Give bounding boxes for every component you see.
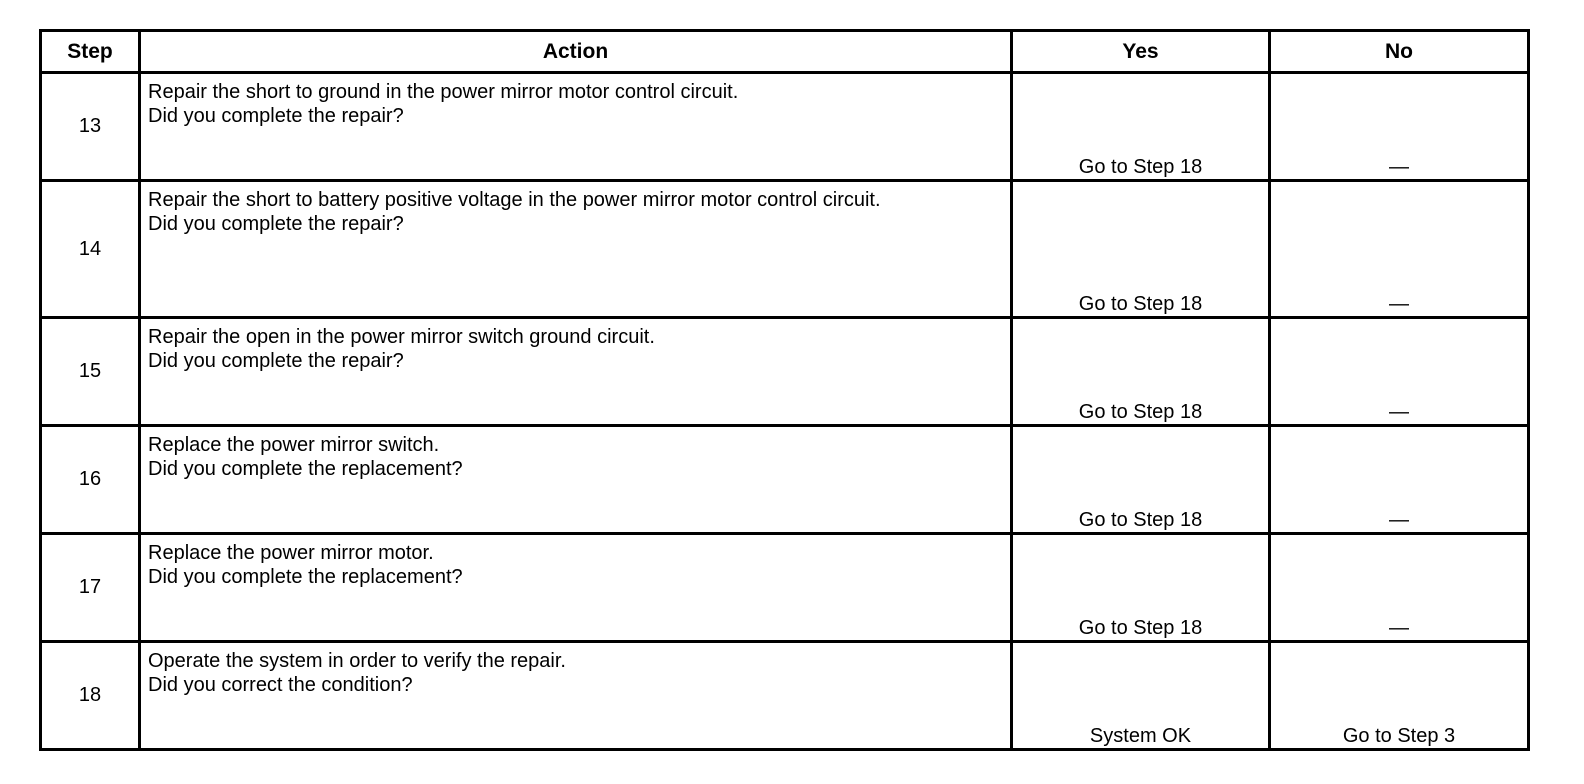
action-question: Did you complete the repair? [148, 350, 404, 372]
no-column-header: No [1270, 31, 1529, 73]
table-header-row [41, 31, 1529, 73]
table-row [41, 318, 1529, 426]
table-row [41, 426, 1529, 534]
action-question: Did you complete the replacement? [148, 566, 463, 588]
no-result: Go to Step 3 [1270, 642, 1529, 750]
step-column-header: Step [41, 31, 140, 73]
action-cell [140, 181, 1012, 318]
action-instruction: Repair the short to ground in the power mirror motor control circuit. [148, 81, 739, 103]
action-cell [140, 534, 1012, 642]
yes-result: Go to Step 18 [1012, 534, 1270, 642]
action-column-header: Action [140, 31, 1012, 73]
step-number: 14 [41, 181, 140, 318]
yes-result: Go to Step 18 [1012, 73, 1270, 181]
table-row [41, 534, 1529, 642]
action-question: Did you correct the condition? [148, 674, 413, 696]
yes-result: Go to Step 18 [1012, 426, 1270, 534]
action-instruction: Operate the system in order to verify the repair. [148, 650, 566, 672]
table-row [41, 642, 1529, 750]
step-number: 16 [41, 426, 140, 534]
table-row [41, 73, 1529, 181]
action-instruction: Replace the power mirror switch. [148, 434, 440, 456]
step-number: 17 [41, 534, 140, 642]
step-number: 13 [41, 73, 140, 181]
action-cell [140, 426, 1012, 534]
step-number: 15 [41, 318, 140, 426]
step-number: 18 [41, 642, 140, 750]
action-instruction: Replace the power mirror motor. [148, 542, 434, 564]
action-question: Did you complete the repair? [148, 105, 404, 127]
yes-result: System OK [1012, 642, 1270, 750]
action-instruction: Repair the open in the power mirror switch ground circuit. [148, 326, 655, 348]
action-instruction: Repair the short to battery positive voltage in the power mirror motor control circuit. [148, 189, 881, 211]
diagnostic-step-table [39, 29, 1530, 751]
action-cell [140, 642, 1012, 750]
action-question: Did you complete the repair? [148, 213, 404, 235]
action-cell [140, 318, 1012, 426]
no-result: — [1270, 73, 1529, 181]
action-cell [140, 73, 1012, 181]
yes-result: Go to Step 18 [1012, 181, 1270, 318]
table-row [41, 181, 1529, 318]
yes-result: Go to Step 18 [1012, 318, 1270, 426]
action-question: Did you complete the replacement? [148, 458, 463, 480]
yes-column-header: Yes [1012, 31, 1270, 73]
no-result: — [1270, 181, 1529, 318]
no-result: — [1270, 534, 1529, 642]
no-result: — [1270, 318, 1529, 426]
no-result: — [1270, 426, 1529, 534]
